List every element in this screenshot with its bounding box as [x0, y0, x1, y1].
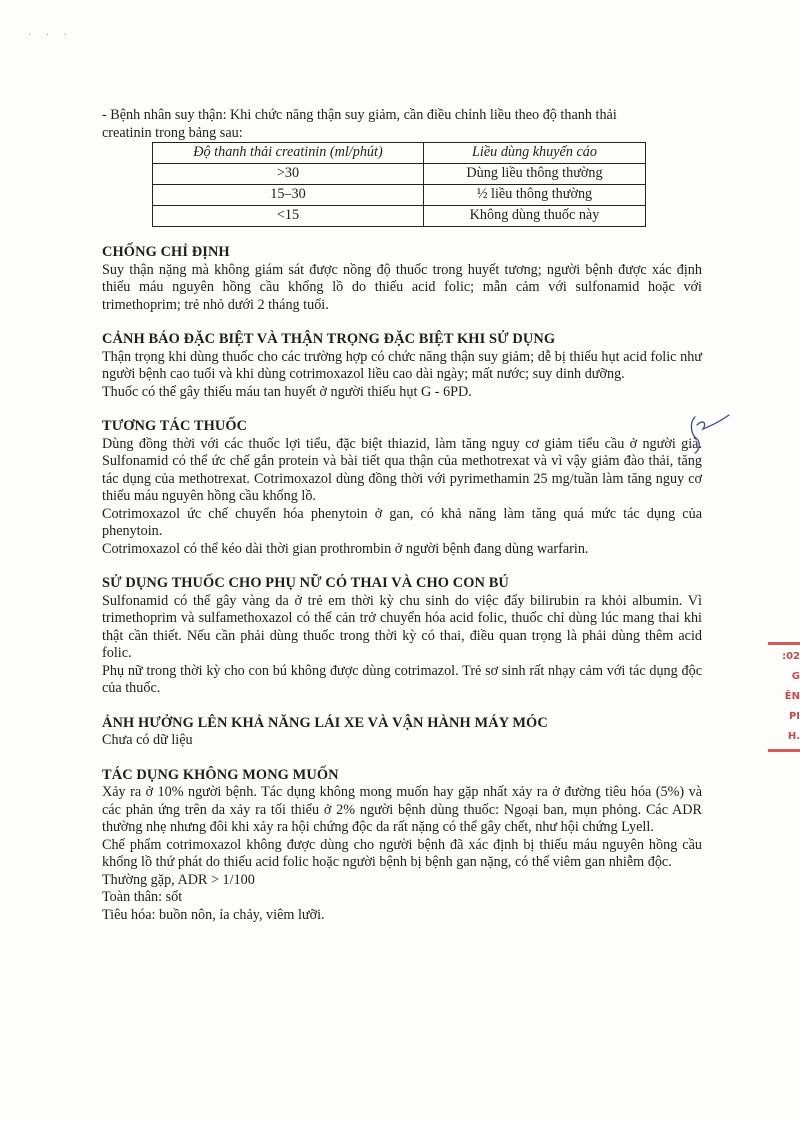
- table-header-cell: Độ thanh thải creatinin (ml/phút): [153, 143, 424, 164]
- adverse-effects-digestive: Tiêu hóa: buồn nôn, ỉa chảy, viêm lưỡi.: [102, 906, 325, 923]
- table-row: [153, 185, 646, 206]
- pregnancy-text-2: Phụ nữ trong thời kỳ cho con bú không được dùng cotrimazol. Trẻ sơ sinh rất nhạy cảm với tác dụng độc của thuốc.: [102, 662, 702, 696]
- interactions-text-3: Cotrimoxazol có thể kéo dài thời gian prothrombin ở người bệnh đang dùng warfarin.: [102, 540, 589, 557]
- warnings-text: Thận trọng khi dùng thuốc cho các trường hợp có chức năng thận suy giảm; dễ bị thiếu hụt acid folic như người bệnh cao tuổi và khi dùng cotrimoxazol liều cao dài ngày; mất nước; suy dinh dưỡng.: [102, 348, 702, 382]
- renal-dosage-line-2: creatinin trong bảng sau:: [102, 124, 243, 141]
- adverse-effects-systemic: Toàn thân: sốt: [102, 889, 183, 905]
- adverse-effects-frequency: Thường gặp, ADR > 1/100: [102, 871, 255, 888]
- contraindications-text: Suy thận nặng mà không giám sát được nồng độ thuốc trong huyết tương; người bệnh được xác định thiếu máu nguyên hồng cầu khổng lồ do thiếu acid folic; mẫn cảm với sulfonamid hoặc với trimethoprim; trẻ nhỏ dưới 2 tháng tuổi.: [102, 261, 702, 313]
- section-title-contraindications: CHỐNG CHỈ ĐỊNH: [102, 244, 230, 260]
- stamp-bar: [768, 749, 800, 752]
- table-header-row: [153, 143, 646, 164]
- table-cell: 15–30: [153, 185, 424, 206]
- stamp-text: G: [791, 671, 800, 682]
- table-header-cell: Liều dùng khuyến cáo: [424, 143, 646, 164]
- stamp-text: PI: [788, 711, 800, 722]
- creatinine-dose-table: [152, 142, 646, 227]
- handwritten-signature: [685, 405, 735, 455]
- table-cell: ½ liều thông thường: [424, 185, 646, 206]
- table-cell: >30: [153, 164, 424, 185]
- stamp-text: H.: [787, 731, 800, 742]
- driving-text: Chưa có dữ liệu: [102, 732, 193, 748]
- adverse-effects-text-1: Xảy ra ở 10% người bệnh. Tác dụng không mong muốn hay gặp nhất xảy ra ở đường tiêu hóa (5%) và các phản ứng trên da xảy ra tối thiểu ở 2% người bệnh dùng thuốc: Ngoại ban, mụn phỏng. Các ADR thường nhẹ nhưng đôi khi xảy ra hội chứng độc da rất nặng có thể gây chết, như hội chứng Lyell.: [102, 784, 702, 835]
- section-title-interactions: TƯƠNG TÁC THUỐC: [102, 418, 248, 434]
- table-cell: Không dùng thuốc này: [424, 206, 646, 227]
- renal-dosage-line-1: - Bệnh nhân suy thận: Khi chức năng thận suy giảm, cần điều chỉnh liều theo độ thanh thải: [102, 107, 617, 123]
- section-title-warnings: CẢNH BÁO ĐẶC BIỆT VÀ THẬN TRỌNG ĐẶC BIỆT KHI SỬ DỤNG: [102, 331, 556, 347]
- interactions-text-1: Dùng đồng thời với các thuốc lợi tiểu, đặc biệt thiazid, làm tăng nguy cơ giảm tiểu cầu ở người già. Sulfonamid có thể ức chế gắn protein và bài tiết qua thận của methotrexat và vì vậy giảm đào thải, tăng tác dụng của methotrexat. Cotrimoxazol dùng đồng thời với pyrimethamin 25 mg/tuần làm tăng nguy cơ thiếu máu nguyên hồng cầu khổng lồ.: [102, 435, 702, 504]
- red-stamp-edge: [758, 640, 800, 790]
- section-title-driving: ẢNH HƯỞNG LÊN KHẢ NĂNG LÁI XE VÀ VẬN HÀNH MÁY MÓC: [102, 714, 548, 731]
- adverse-effects-text-2: Chế phẩm cotrimoxazol không được dùng cho người bệnh đã xác định bị thiếu máu nguyên hồng cầu khổng lồ thứ phát do thiếu acid folic hoặc người bệnh bị bệnh gan nặng, có thể viêm gan nhiễm độc.: [102, 836, 702, 870]
- stamp-bar: [768, 642, 800, 645]
- section-title-pregnancy: SỬ DỤNG THUỐC CHO PHỤ NỮ CÓ THAI VÀ CHO CON BÚ: [102, 575, 509, 591]
- section-title-adverse-effects: TÁC DỤNG KHÔNG MONG MUỐN: [102, 766, 339, 783]
- scan-speckles: · · ·: [28, 30, 73, 41]
- table-cell: Dùng liều thông thường: [424, 164, 646, 185]
- warnings-text-g6pd: Thuốc có thể gây thiếu máu tan huyết ở người thiếu hụt G - 6PD.: [102, 383, 472, 400]
- document-body: [102, 107, 702, 924]
- interactions-text-2: Cotrimoxazol ức chế chuyển hóa phenytoin ở gan, có khả năng làm tăng quá mức tác dụng của phenytoin.: [102, 505, 702, 539]
- stamp-text: :02: [782, 651, 800, 662]
- stamp-text: ÊN: [784, 691, 800, 702]
- table-row: [153, 206, 646, 227]
- pregnancy-text-1: Sulfonamid có thể gây vàng da ở trẻ em thời kỳ chu sinh do việc đẩy bilirubin ra khỏi albumin. Vì trimethoprim và sulfamethoxazol có thể cản trở chuyển hóa acid folic, thuốc chỉ dùng lúc mang thai khi thật cần thiết. Nếu cần phải dùng thuốc trong thời kỳ có thai, điều quan trọng là phải dùng thêm acid folic.: [102, 592, 702, 661]
- table-row: [153, 164, 646, 185]
- table-cell: <15: [153, 206, 424, 227]
